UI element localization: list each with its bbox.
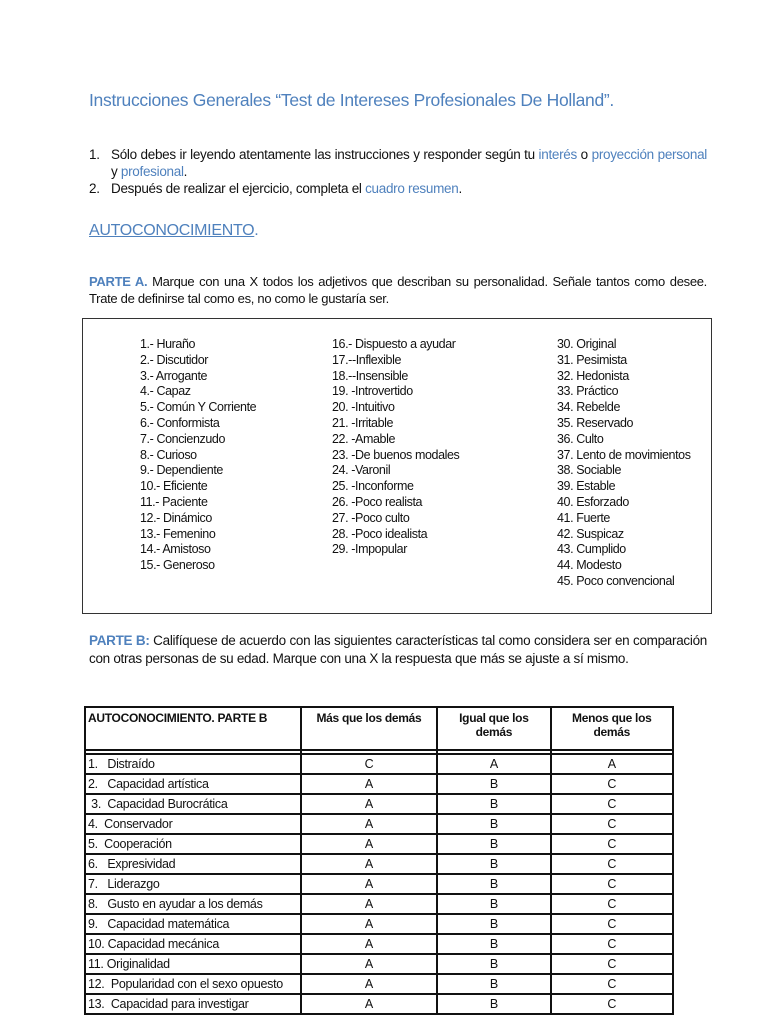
- trait-cell: 1. Distraído: [85, 754, 301, 774]
- adjective-item: 21. -Irritable: [332, 415, 394, 430]
- adjective-item: 20. -Intuitivo: [332, 400, 395, 415]
- table-row: [85, 874, 673, 894]
- adjective-item: 18.--Insensible: [332, 368, 408, 383]
- parte-b-instructions: [89, 632, 707, 668]
- column-header: Más que los demás: [301, 707, 437, 750]
- adjective-item: 15.- Generoso: [140, 558, 215, 573]
- answer-option-cell[interactable]: C: [551, 834, 673, 854]
- answer-option-cell[interactable]: C: [551, 974, 673, 994]
- answer-option-cell[interactable]: C: [551, 794, 673, 814]
- answer-option-cell[interactable]: A: [301, 794, 437, 814]
- adjective-item: 7.- Concienzudo: [140, 431, 226, 446]
- trait-cell: 12. Popularidad con el sexo opuesto: [85, 974, 301, 994]
- answer-option-cell[interactable]: C: [551, 994, 673, 1014]
- answer-option-cell[interactable]: B: [437, 794, 550, 814]
- parte-b-text: Califíquese de acuerdo con las siguientes características tal como considera ser en comparación con otras personas de su edad. Marque con una X la respuesta que más se ajuste a sí mismo.: [89, 633, 707, 666]
- adjective-item: 36. Culto: [557, 431, 604, 446]
- answer-option-cell[interactable]: A: [437, 754, 550, 774]
- table-row: [85, 994, 673, 1014]
- answer-option-cell[interactable]: B: [437, 774, 550, 794]
- column-header: AUTOCONOCIMIENTO. PARTE B: [85, 707, 301, 750]
- adjective-item: 11.- Paciente: [140, 494, 208, 509]
- adjective-item: 9.- Dependiente: [140, 463, 223, 478]
- adjective-item: 29. -Impopular: [332, 542, 407, 557]
- answer-option-cell[interactable]: B: [437, 834, 550, 854]
- instruction-text-part: Sólo debes ir leyendo atentamente las instrucciones y responder según tu: [111, 147, 539, 162]
- adjective-item: 12.- Dinámico: [140, 510, 212, 525]
- trait-cell: 7. Liderazgo: [85, 874, 301, 894]
- table-row: [85, 834, 673, 854]
- adjective-item: 10.- Eficiente: [140, 479, 208, 494]
- instruction-text-part: .: [183, 164, 188, 179]
- adjective-item: 38. Sociable: [557, 463, 621, 478]
- adjectives-box: [82, 318, 712, 614]
- trait-cell: 2. Capacidad artística: [85, 774, 301, 794]
- answer-option-cell[interactable]: A: [301, 814, 437, 834]
- instruction-item: [89, 146, 707, 180]
- trait-cell: 11. Originalidad: [85, 954, 301, 974]
- adjective-item: 40. Esforzado: [557, 494, 629, 509]
- answer-option-cell[interactable]: A: [301, 954, 437, 974]
- adjectives-column-3: [557, 337, 691, 590]
- adjective-item: 19. -Introvertido: [332, 384, 413, 399]
- table-row: [85, 774, 673, 794]
- answer-option-cell[interactable]: A: [301, 894, 437, 914]
- answer-option-cell[interactable]: B: [437, 914, 550, 934]
- keyword-interes: interés: [538, 147, 577, 162]
- document-title: Instrucciones Generales “Test de Intereses Profesionales De Holland”.: [89, 90, 614, 110]
- autoconocimiento-table: [84, 706, 674, 1015]
- instruction-text-part: y: [111, 164, 121, 179]
- adjective-item: 14.- Amistoso: [140, 542, 211, 557]
- keyword-proyeccion-personal: proyección personal: [591, 147, 707, 162]
- adjective-item: 30. Original: [557, 337, 617, 351]
- trait-cell: 9. Capacidad matemática: [85, 914, 301, 934]
- adjective-item: 24. -Varonil: [332, 463, 391, 478]
- adjective-item: 37. Lento de movimientos: [557, 447, 691, 462]
- keyword-profesional: profesional: [120, 164, 184, 179]
- adjective-item: 6.- Conformista: [140, 415, 220, 430]
- adjective-item: 34. Rebelde: [557, 400, 621, 415]
- trait-cell: 10. Capacidad mecánica: [85, 934, 301, 954]
- adjective-item: 33. Práctico: [557, 384, 619, 399]
- adjective-item: 31. Pesimista: [557, 352, 627, 367]
- answer-option-cell[interactable]: A: [301, 774, 437, 794]
- instruction-text-part: o: [576, 147, 592, 162]
- answer-option-cell[interactable]: C: [551, 954, 673, 974]
- adjective-item: 1.- Huraño: [140, 337, 196, 351]
- instruction-text-part: .: [458, 181, 462, 196]
- trait-cell: 6. Expresividad: [85, 854, 301, 874]
- answer-option-cell[interactable]: C: [551, 934, 673, 954]
- adjective-item: 28. -Poco idealista: [332, 526, 428, 541]
- answer-option-cell[interactable]: B: [437, 894, 550, 914]
- adjective-item: 35. Reservado: [557, 415, 634, 430]
- answer-option-cell[interactable]: C: [551, 894, 673, 914]
- answer-option-cell[interactable]: B: [437, 874, 550, 894]
- answer-option-cell[interactable]: A: [301, 934, 437, 954]
- adjective-item: 13.- Femenino: [140, 526, 216, 541]
- trait-cell: 3. Capacidad Burocrática: [85, 794, 301, 814]
- table-row: [85, 974, 673, 994]
- instruction-text: [111, 180, 707, 197]
- table-row: [85, 894, 673, 914]
- answer-option-cell[interactable]: C: [551, 774, 673, 794]
- table-header-row: [85, 707, 673, 750]
- answer-option-cell[interactable]: A: [301, 874, 437, 894]
- answer-option-cell[interactable]: B: [437, 854, 550, 874]
- column-header: Igual que los demás: [437, 707, 550, 750]
- adjective-item: 27. -Poco culto: [332, 510, 410, 525]
- table-row: [85, 814, 673, 834]
- adjective-item: 3.- Arrogante: [140, 368, 208, 383]
- answer-option-cell[interactable]: C: [551, 854, 673, 874]
- table-row: [85, 914, 673, 934]
- parte-a-text: Marque con una X todos los adjetivos que describan su personalidad. Señale tantos como desee. Trate de definirse tal como es, no como le gustaría ser.: [89, 274, 707, 306]
- keyword-cuadro-resumen: cuadro resumen: [365, 181, 459, 196]
- answer-option-cell[interactable]: A: [301, 854, 437, 874]
- adjective-item: 23. -De buenos modales: [332, 447, 460, 462]
- adjective-item: 32. Hedonista: [557, 368, 629, 383]
- instruction-text-part: Después de realizar el ejercicio, completa el: [111, 181, 366, 196]
- adjectives-column-2: [332, 337, 459, 558]
- section-punct: .: [254, 222, 259, 239]
- adjective-item: 22. -Amable: [332, 431, 395, 446]
- answer-option-cell[interactable]: A: [301, 914, 437, 934]
- trait-cell: 8. Gusto en ayudar a los demás: [85, 894, 301, 914]
- answer-option-cell[interactable]: A: [551, 754, 673, 774]
- instruction-text: [111, 146, 707, 180]
- answer-option-cell[interactable]: B: [437, 994, 550, 1014]
- table-row: [85, 754, 673, 774]
- answer-option-cell[interactable]: B: [437, 934, 550, 954]
- table-row: [85, 934, 673, 954]
- adjective-item: 17.--Inflexible: [332, 352, 402, 367]
- adjective-item: 8.- Curioso: [140, 447, 197, 462]
- answer-option-cell[interactable]: A: [301, 974, 437, 994]
- adjective-item: 2.- Discutidor: [140, 352, 209, 367]
- answer-option-cell[interactable]: B: [437, 814, 550, 834]
- adjective-item: 45. Poco convencional: [557, 573, 675, 588]
- adjective-item: 39. Estable: [557, 479, 616, 494]
- parte-b-label: PARTE B:: [89, 633, 150, 648]
- column-header: Menos que los demás: [551, 707, 673, 750]
- parte-a-label: PARTE A.: [89, 274, 148, 289]
- answer-option-cell[interactable]: B: [437, 974, 550, 994]
- table-body: [85, 750, 673, 1014]
- answer-option-cell[interactable]: C: [301, 754, 437, 774]
- table-row: [85, 794, 673, 814]
- answer-option-cell[interactable]: C: [551, 914, 673, 934]
- answer-option-cell[interactable]: C: [551, 814, 673, 834]
- instruction-number: 2.: [89, 181, 100, 196]
- adjective-item: 5.- Común Y Corriente: [140, 400, 257, 415]
- instruction-item: [89, 180, 707, 197]
- trait-cell: 13. Capacidad para investigar: [85, 994, 301, 1014]
- section-title: AUTOCONOCIMIENTO: [89, 222, 255, 239]
- adjective-item: 41. Fuerte: [557, 510, 610, 525]
- instruction-number: 1.: [89, 147, 100, 162]
- table-row: [85, 954, 673, 974]
- adjective-item: 25. -Inconforme: [332, 479, 414, 494]
- answer-option-cell[interactable]: A: [301, 834, 437, 854]
- table-row: [85, 854, 673, 874]
- adjective-item: 42. Suspicaz: [557, 526, 624, 541]
- adjective-item: 43. Cumplido: [557, 542, 626, 557]
- adjective-item: 44. Modesto: [557, 558, 622, 573]
- answer-option-cell[interactable]: C: [551, 874, 673, 894]
- adjectives-column-1: [140, 337, 256, 574]
- answer-option-cell[interactable]: B: [437, 954, 550, 974]
- section-heading: [89, 222, 258, 240]
- trait-cell: 4. Conservador: [85, 814, 301, 834]
- instructions-list: [89, 146, 707, 197]
- answer-option-cell[interactable]: A: [301, 994, 437, 1014]
- adjective-item: 4.- Capaz: [140, 384, 191, 399]
- adjective-item: 26. -Poco realista: [332, 494, 423, 509]
- trait-cell: 5. Cooperación: [85, 834, 301, 854]
- adjective-item: 16.- Dispuesto a ayudar: [332, 337, 456, 351]
- parte-a-instructions: [89, 273, 707, 307]
